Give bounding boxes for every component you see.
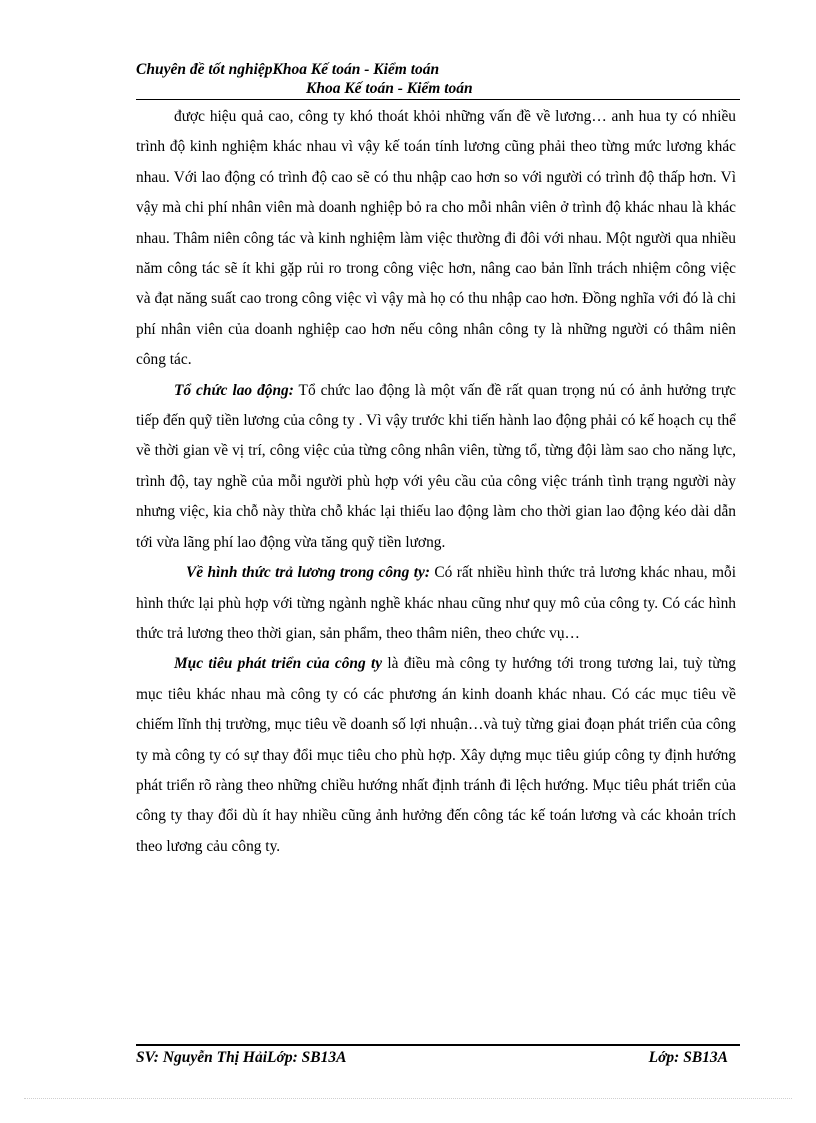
paragraph-labor-organization — [136, 376, 736, 558]
footer-divider — [136, 1044, 740, 1046]
heading-labor-organization: Tổ chức lao động: — [174, 381, 294, 399]
page-footer — [136, 1048, 728, 1068]
page-bottom-border — [24, 1098, 792, 1099]
footer-class-info: Lớp: SB13A — [648, 1049, 728, 1066]
heading-development-goals: Mục tiêu phát triển của công ty — [174, 655, 383, 673]
page-header — [136, 60, 740, 98]
text-payment-forms: Có rất nhiều hình thức trả lương khác nhau, mỗi hình thức lại phù hợp với từng ngành nghề khác nhau cũng như quy mô của công ty. Có các hình thức trả lương theo thời gian, sản phẩm, theo thâm niên, theo chức vụ… — [136, 564, 736, 642]
text-development-goals: là điều mà công ty hướng tới trong tương lai, tuỳ từng mục tiêu khác nhau mà công ty có các phương án kinh doanh khác nhau. Có các mục tiêu về chiếm lĩnh thị trường, mục tiêu về doanh số lợi nhuận…và tuỳ từng giai đoạn phát triển của công ty mà công ty có sự thay đổi mục tiêu cho phù hợp. Xây dựng mục tiêu giúp công ty định hướng phát triển rõ ràng theo những chiều hướng nhất định tránh đi lệch hướng. Mục tiêu phát triển của công ty thay đổi dù ít hay nhiều cũng ảnh hưởng đến công tác kế toán lương và các khoản trích theo lương cảu công ty. — [136, 655, 736, 855]
header-title-line-2: Khoa Kế toán - Kiểm toán — [306, 80, 473, 97]
paragraph-development-goals — [136, 649, 736, 862]
paragraph-payment-forms — [136, 558, 736, 649]
text-labor-organization: Tổ chức lao động là một vấn đề rất quan trọng nú có ảnh hưởng trực tiếp đến quỹ tiền lương của công ty . Vì vậy trước khi tiến hành lao động phải có kế hoạch cụ thể về thời gian về vị trí, công việc của từng công nhân viên, từng tổ, từng đội làm sao cho năng lực, trình độ, tay nghề của mỗi người phù hợp với yêu cầu của công việc tránh tình trạng người này nhưng việc, kia chỗ này thừa chỗ khác lại thiếu lao động làm cho thời gian lao động kéo dài dẫn tới vừa lãng phí lao động vừa tăng quỹ tiền lương. — [136, 381, 736, 551]
document-body — [136, 102, 736, 862]
heading-payment-forms: Về hình thức trả lương trong công ty: — [186, 564, 430, 582]
header-divider — [136, 99, 740, 100]
paragraph-salary-experience: được hiệu quả cao, công ty khó thoát khỏi những vấn đề về lương… anh hua ty có nhiều trình độ kinh nghiệm khác nhau vì vậy kế toán tính lương cũng phải theo từng mức lương khác nhau. Với lao động có trình độ cao sẽ có thu nhập cao hơn so với người có trình độ thấp hơn. Vì vậy mà chi phí nhân viên mà doanh nghiệp bỏ ra cho mỗi nhân viên ở trình độ khác nhau là khác nhau. Thâm niên công tác và kinh nghiệm làm việc thường đi đôi với nhau. Một người qua nhiều năm công tác sẽ ít khi gặp rủi ro trong công việc hơn, nâng cao bản lĩnh trách nhiệm công việc và đạt năng suất cao trong công việc vì vậy mà họ có thu nhập cao hơn. Đồng nghĩa với đó là chi phí nhân viên của doanh nghiệp cao hơn nếu công nhân công ty là những người có thâm niên công tác. — [136, 108, 736, 369]
footer-student-info: SV: Nguyễn Thị HảiLớp: SB13A — [136, 1049, 347, 1066]
header-title-line-1: Chuyên đề tốt nghiệpKhoa Kế toán - Kiểm toán — [136, 61, 440, 78]
